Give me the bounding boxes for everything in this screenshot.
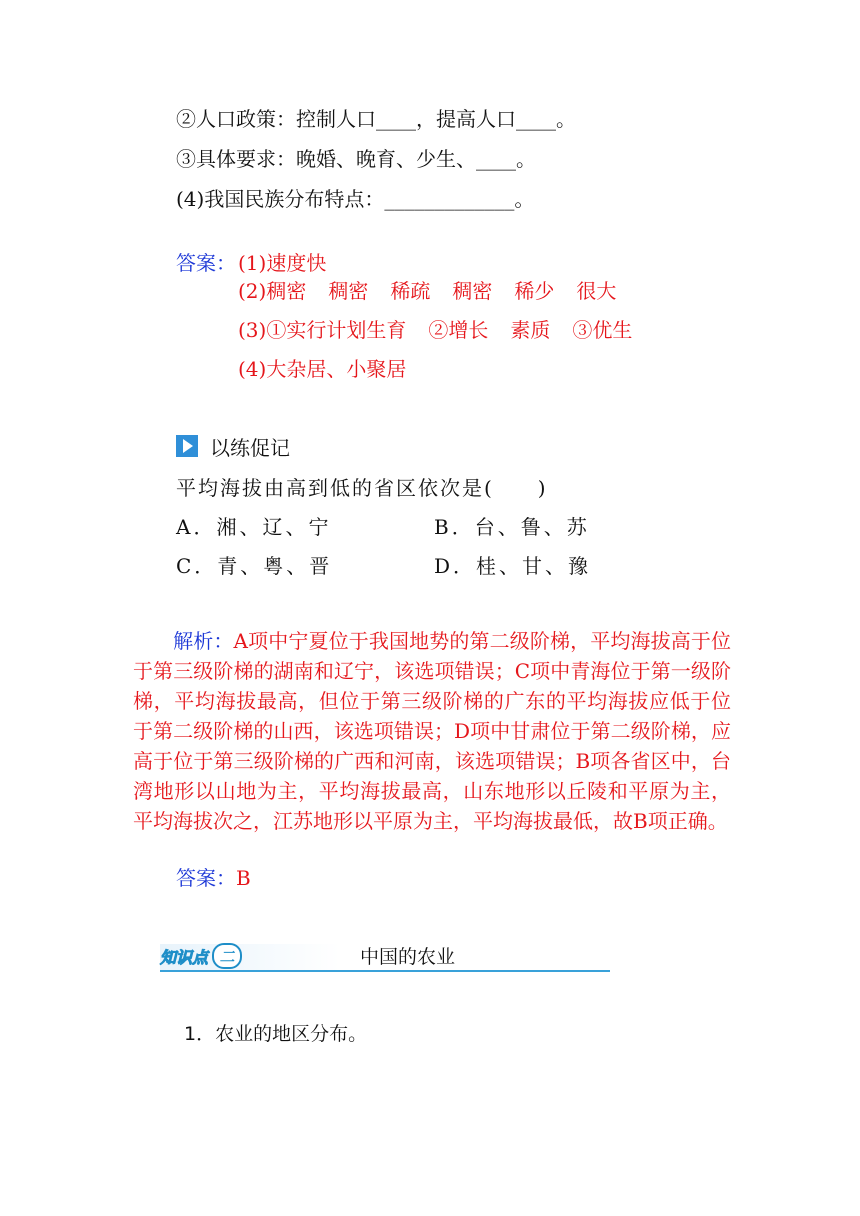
answer-item: ②增长 bbox=[428, 318, 489, 342]
section-item-1: 1．农业的地区分布。 bbox=[184, 1023, 368, 1045]
analysis-paragraph bbox=[133, 626, 731, 836]
play-icon bbox=[176, 435, 198, 457]
answer-item: 素质 bbox=[510, 318, 551, 342]
knowledge-point-title: 中国的农业 bbox=[360, 946, 456, 968]
option-d: D．桂、甘、豫 bbox=[434, 554, 592, 578]
practice-heading-text: 以练促记 bbox=[210, 435, 290, 460]
question-text: 平均海拔由高到低的省区依次是( ) bbox=[176, 476, 548, 500]
answer-row-2 bbox=[238, 277, 638, 305]
practice-heading bbox=[176, 432, 290, 460]
knowledge-point-header bbox=[160, 944, 610, 972]
answer2-row bbox=[176, 864, 251, 892]
answer-item: 很大 bbox=[576, 279, 617, 303]
option-c: C．青、粤、晋 bbox=[176, 554, 333, 578]
answer-row-1: (1)速度快 bbox=[238, 251, 327, 275]
knowledge-badge-text: 知识点 bbox=[160, 947, 209, 967]
ethnic-distribution-line: (4)我国民族分布特点：_____________。 bbox=[176, 187, 535, 211]
answer-item: 稀少 bbox=[514, 279, 555, 303]
answer2-value: B bbox=[236, 866, 251, 890]
answer-item: 稠密 bbox=[328, 279, 369, 303]
answer2-label: 答案： bbox=[176, 866, 236, 890]
answer-item: (3)①实行计划生育 bbox=[238, 318, 407, 342]
knowledge-point-badge bbox=[160, 944, 242, 968]
policy-line: ②人口政策：控制人口____，提高人口____。 bbox=[176, 107, 576, 131]
answer-item: 稠密 bbox=[452, 279, 493, 303]
answer-item: ③优生 bbox=[572, 318, 633, 342]
answer-item: 稀疏 bbox=[390, 279, 431, 303]
option-b: B．台、鲁、苏 bbox=[434, 515, 590, 539]
answer-row-3 bbox=[238, 316, 654, 344]
answer-label: 答案： bbox=[176, 251, 236, 275]
option-a: A．湘、辽、宁 bbox=[176, 515, 332, 539]
analysis-text: A项中宁夏位于我国地势的第二级阶梯，平均海拔高于位于第三级阶梯的湖南和辽宁，该选项错误；C项中青海位于第一级阶梯，平均海拔最高，但位于第三级阶梯的广东的平均海拔应低于位于第二级阶梯的山西，该选项错误；D项中甘肃位于第二级阶梯，应高于位于第三级阶梯的广西和河南，该选项错误；B项各省区中，台湾地形以山地为主，平均海拔最高，山东地形以丘陵和平原为主，平均海拔次之，江苏地形以平原为主，平均海拔最低，故B项正确。 bbox=[133, 629, 731, 833]
analysis-label: 解析： bbox=[173, 629, 234, 653]
knowledge-badge-number: 二 bbox=[212, 943, 242, 969]
requirement-line: ③具体要求：晚婚、晚育、少生、____。 bbox=[176, 147, 536, 171]
answer-item: (2)稠密 bbox=[238, 279, 307, 303]
answer-row-4: (4)大杂居、小聚居 bbox=[238, 357, 407, 381]
